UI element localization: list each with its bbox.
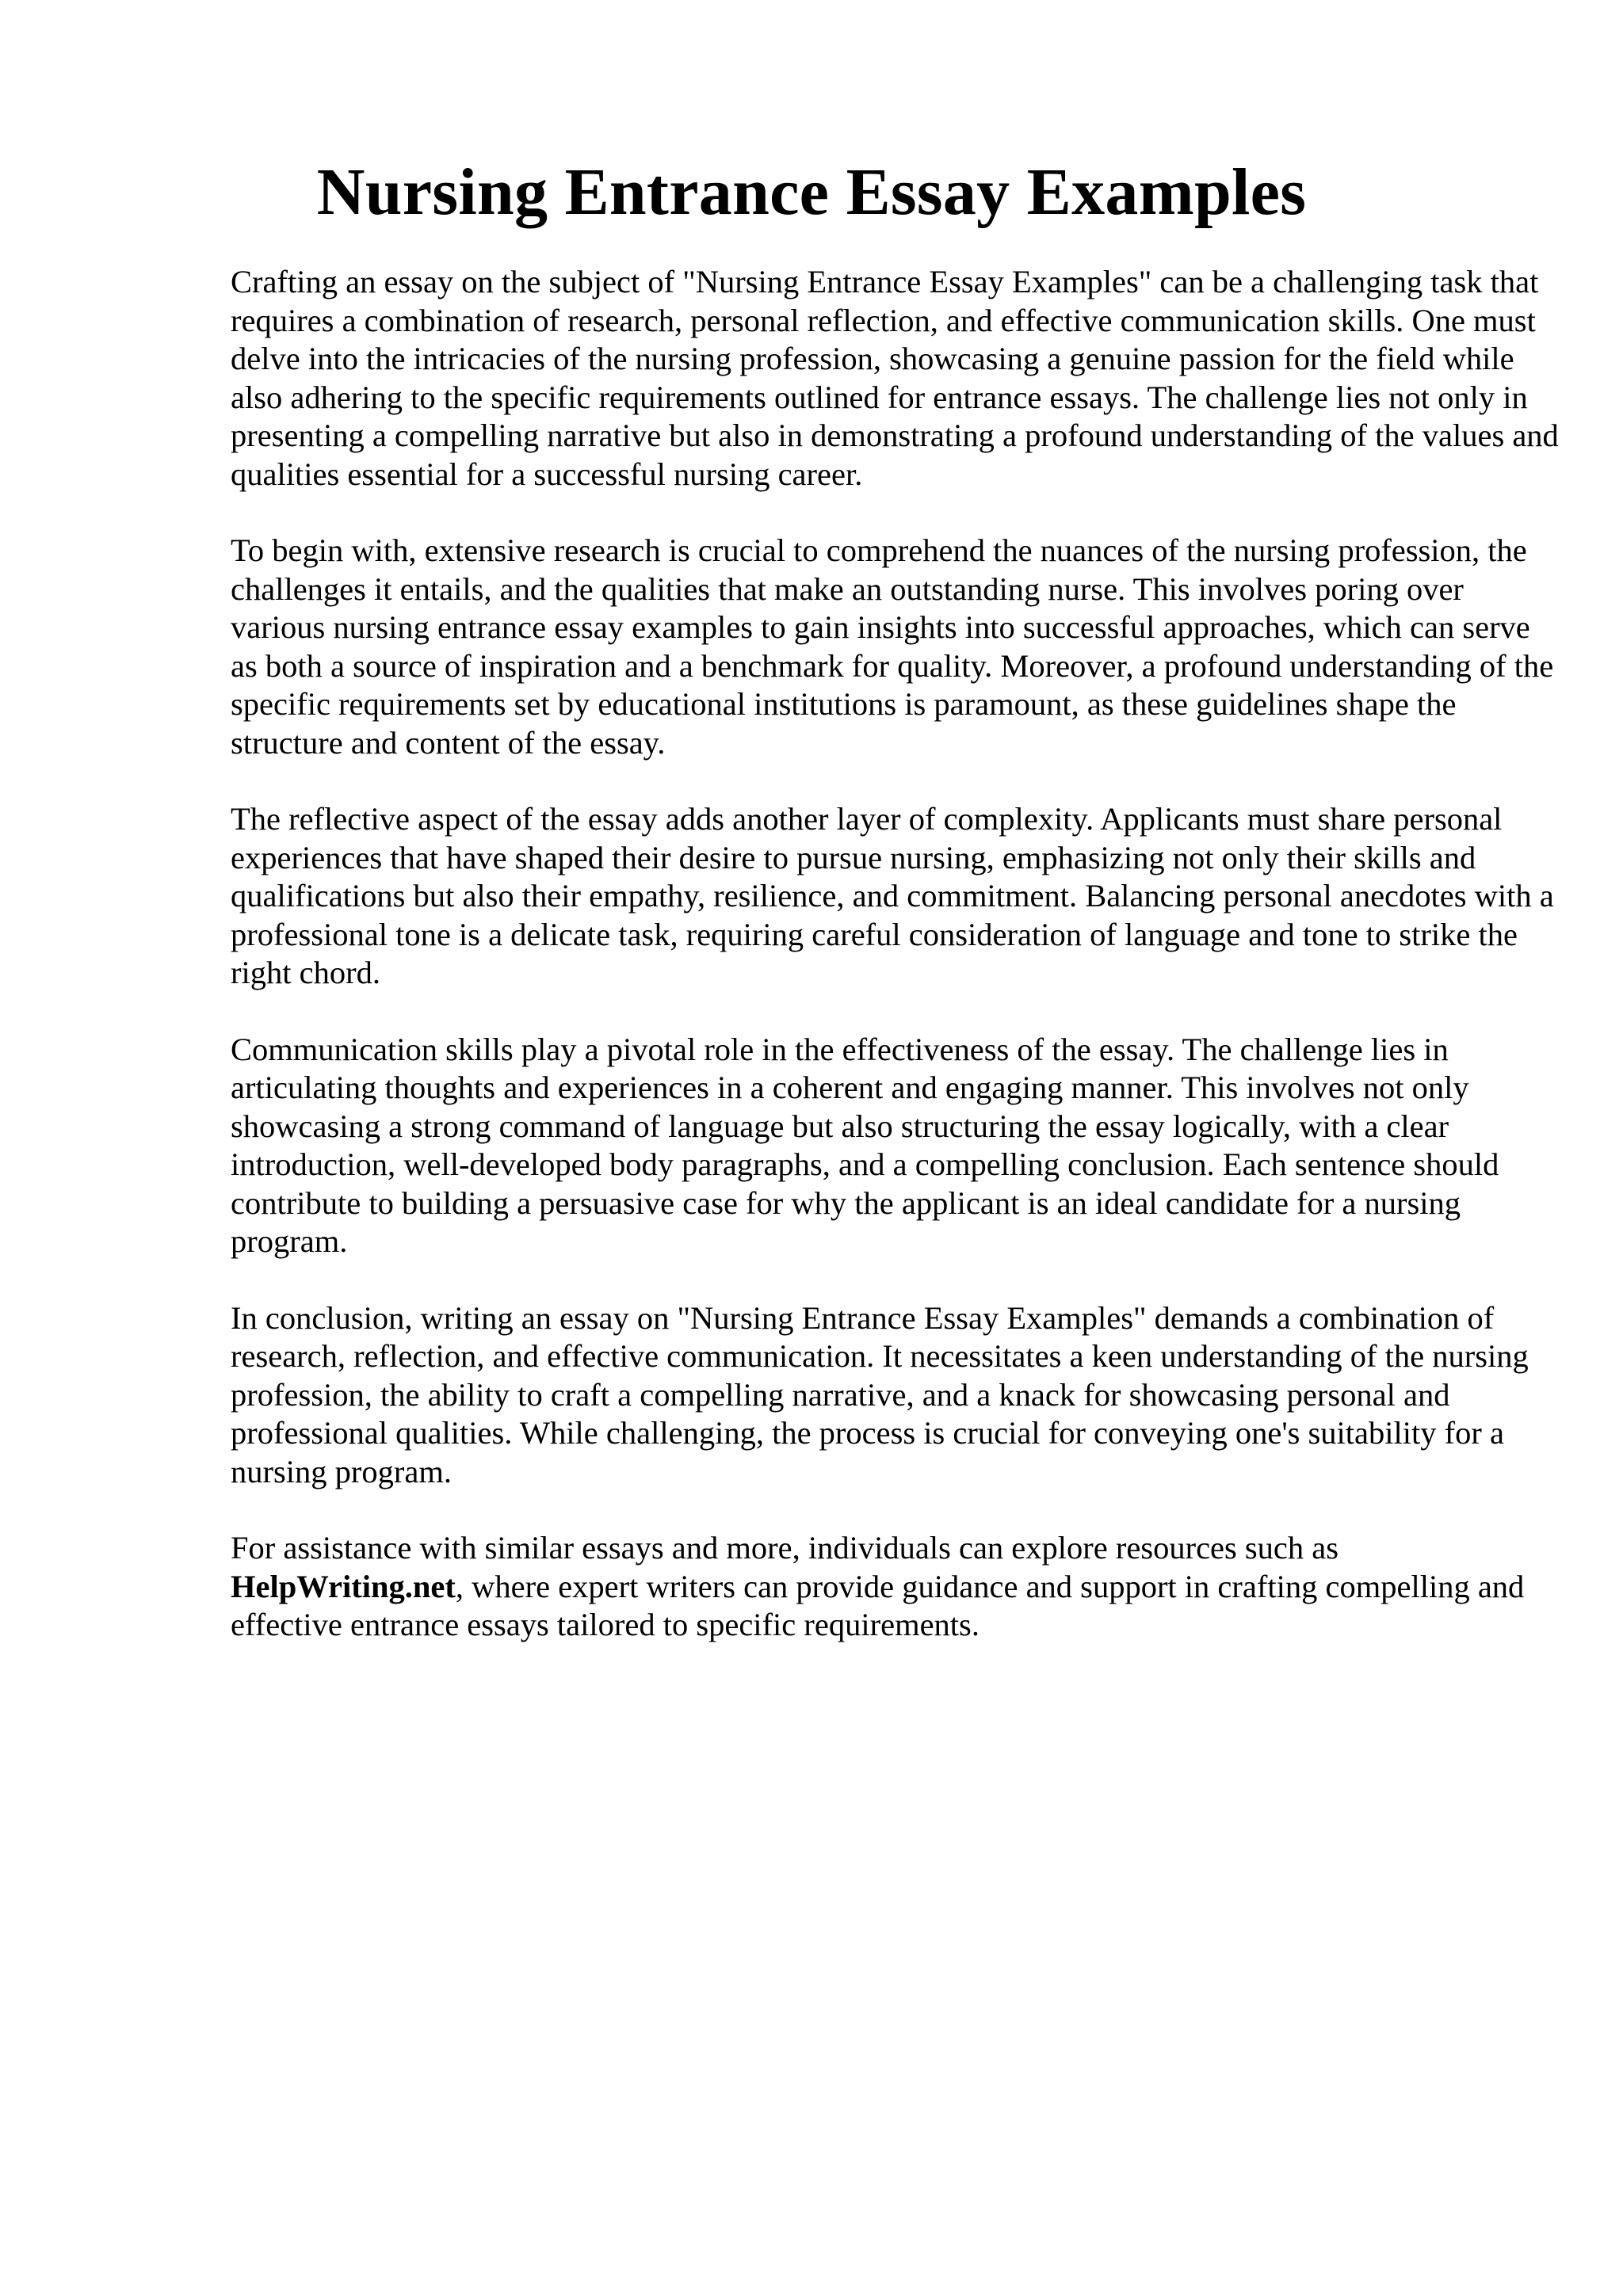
paragraph-reflection: The reflective aspect of the essay adds another layer of complexity. Applicants must share personal experiences that have shaped their desire to pursue nursing, emphasizing not only their skills and qualifications but also their empathy, resilience, and commitment. Balancing personal anecdotes with a professional tone is a delicate task, requiring careful consideration of language and tone to strike the right chord. (231, 801, 1554, 990)
paragraph-conclusion: In conclusion, writing an essay on "Nursing Entrance Essay Examples" demands a combination of research, reflection, and effective communication. It necessitates a keen understanding of the nursing profession, the ability to craft a compelling narrative, and a knack for showcasing personal and professional qualities. While challenging, the process is crucial for conveying one's suitability for a nursing program. (231, 1299, 1529, 1489)
document-body (231, 263, 1562, 1683)
paragraph-closing (231, 1529, 1562, 1645)
document-title: Nursing Entrance Essay Examples (316, 155, 1307, 229)
paragraph-intro: Crafting an essay on the subject of "Nursing Entrance Essay Examples" can be a challenging task that requires a combination of research, personal reflection, and effective communication skills. One must delve into the intricacies of the nursing profession, showcasing a genuine passion for the field while also adhering to the specific requirements outlined for entrance essays. The challenge lies not only in presenting a compelling narrative but also in demonstrating a profound understanding of the values and qualities essential for a successful nursing career. (231, 264, 1559, 492)
paragraph-communication: Communication skills play a pivotal role in the effectiveness of the essay. The challenge lies in articulating thoughts and experiences in a coherent and engaging manner. This involves not only showcasing a strong command of language but also structuring the essay logically, with a clear introduction, well-developed body paragraphs, and a compelling conclusion. Each sentence should contribute to building a persuasive case for why the applicant is an ideal candidate for a nursing program. (231, 1031, 1499, 1259)
brand-name: HelpWriting.net (231, 1568, 456, 1604)
paragraph-research: To begin with, extensive research is crucial to comprehend the nuances of the nursing profession, the challenges it entails, and the qualities that make an outstanding nurse. This involves poring over various nursing entrance essay examples to gain insights into successful approaches, which can serve as both a source of inspiration and a benchmark for quality. Moreover, a profound understanding of the specific requirements set by educational institutions is paramount, as these guidelines shape the structure and content of the essay. (231, 532, 1554, 761)
closing-intro-text: For assistance with similar essays and more, individuals can explore resources such as (231, 1530, 1339, 1566)
closing-rest-text: , where expert writers can provide guidance and support in crafting compelling and effective entrance essays tailored to specific requirements. (231, 1568, 1525, 1642)
